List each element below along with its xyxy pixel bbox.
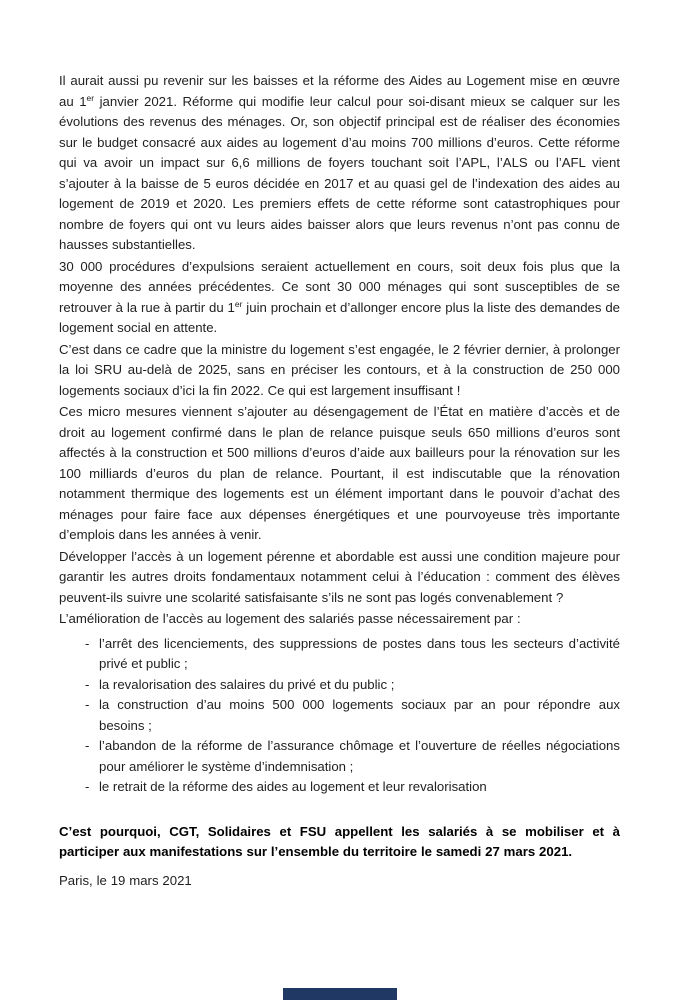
bullet-marker: - bbox=[85, 779, 90, 794]
text-run: le retrait de la réforme des aides au logement et leur revalorisation bbox=[99, 779, 487, 794]
list-item bbox=[59, 695, 620, 736]
paragraph bbox=[59, 402, 620, 546]
text-run: la revalorisation des salaires du privé et du public ; bbox=[99, 676, 395, 692]
paragraph bbox=[59, 340, 620, 402]
bullet-marker: - bbox=[85, 635, 90, 651]
call-to-action-paragraph bbox=[59, 822, 620, 863]
document-body bbox=[59, 71, 620, 892]
paragraph bbox=[59, 71, 620, 256]
bullet-marker: - bbox=[85, 676, 90, 692]
footer-banner-edge bbox=[283, 988, 397, 1000]
text-run: Il aurait aussi pu revenir sur les baisses et la réforme des Aides au Logement mise en œuvre au 1 bbox=[59, 73, 620, 109]
paragraph bbox=[59, 871, 620, 892]
ordinal-superscript: er bbox=[234, 298, 243, 309]
list-item bbox=[59, 634, 620, 675]
paragraph bbox=[59, 609, 620, 630]
list-item-text bbox=[99, 675, 620, 696]
list-item-text bbox=[99, 695, 620, 736]
list-item-text bbox=[99, 736, 620, 777]
text-run: l’abandon de la réforme de l’assurance chômage et l’ouverture de réelles négociations pour améliorer le système d’indemnisation ; bbox=[99, 738, 620, 774]
text-run: Paris, le 19 mars 2021 bbox=[59, 872, 192, 888]
text-run: la construction d’au moins 500 000 logements sociaux par an pour répondre aux besoins ; bbox=[99, 697, 620, 733]
list-item bbox=[59, 777, 620, 798]
bullet-marker: - bbox=[85, 738, 90, 753]
list-item bbox=[59, 675, 620, 696]
text-run: Ces micro mesures viennent s’ajouter au désengagement de l’État en matière d’accès et de droit au logement confirmé dans le plan de relance puisque seuls 650 millions d’euros sont affectés à la construction et 500 millions d’euros d’aide aux bailleurs pour la rénovation sur les 100 milliards d’euros du plan de relance. Pourtant, il est indiscutable que la rénovation notamment thermique des logements est un élément important dans le pouvoir d’achat des ménages pour faire face aux dépenses énergétiques et une pourvoyeuse très importante d’emplois dans les années à venir. bbox=[59, 404, 620, 542]
text-run: L’amélioration de l’accès au logement des salariés passe nécessairement par : bbox=[59, 611, 521, 626]
list-item bbox=[59, 736, 620, 777]
bullet-list bbox=[59, 634, 620, 798]
text-run: 30 000 procédures d’expulsions seraient actuellement en cours, soit deux fois plus que la moyenne des années précédentes. Ce sont 30 000 ménages qui sont susceptibles de se retrouver à la rue à partir du 1 bbox=[59, 258, 620, 315]
text-run: C’est dans ce cadre que la ministre du logement s’est engagée, le 2 février dernier, à prolonger la loi SRU au-delà de 2025, sans en préciser les contours, et à la construction de 250 000 logements sociaux d’ici la fin 2022. Ce qui est largement insuffisant ! bbox=[59, 341, 620, 398]
text-run: l’arrêt des licenciements, des suppressions de postes dans tous les secteurs d’activité privé et public ; bbox=[99, 635, 620, 671]
text-run: C’est pourquoi, CGT, Solidaires et FSU appellent les salariés à se mobiliser et à participer aux manifestations sur l’ensemble du territoire le samedi 27 mars 2021. bbox=[59, 823, 620, 859]
text-run: Développer l’accès à un logement pérenne et abordable est aussi une condition majeure pour garantir les autres droits fondamentaux notamment celui à l’éducation : comment des élèves peuvent-ils suivre une scolarité satisfaisante s’ils ne sont pas logés convenablement ? bbox=[59, 548, 620, 605]
paragraph bbox=[59, 547, 620, 609]
text-run: janvier 2021. Réforme qui modifie leur calcul pour soi-disant mieux se calquer sur les évolutions des revenus des ménages. Or, son objectif principal est de réaliser des économies sur le budget consacré aux aides au logement d’au moins 700 millions d’euros. Cette réforme qui va avoir un impact sur 6,6 millions de foyers touchant soit l’APL, l’ALS ou l’AFL vient s’ajouter à la baisse de 5 euros décidée en 2017 et au quasi gel de l’indexation des aides au logement de 2019 et 2020. Les premiers effets de cette réforme sont catastrophiques pour nombre de foyers qui ont vu leurs aides baisser alors que leurs revenus n’ont pas connu de hausses substantielles. bbox=[59, 93, 620, 252]
paragraph bbox=[59, 257, 620, 339]
list-item-text bbox=[99, 634, 620, 675]
bullet-marker: - bbox=[85, 697, 90, 712]
ordinal-superscript: er bbox=[86, 92, 95, 103]
list-item-text bbox=[99, 777, 620, 798]
text-run: juin prochain et d’allonger encore plus la liste des demandes de logement social en attente. bbox=[59, 299, 620, 335]
